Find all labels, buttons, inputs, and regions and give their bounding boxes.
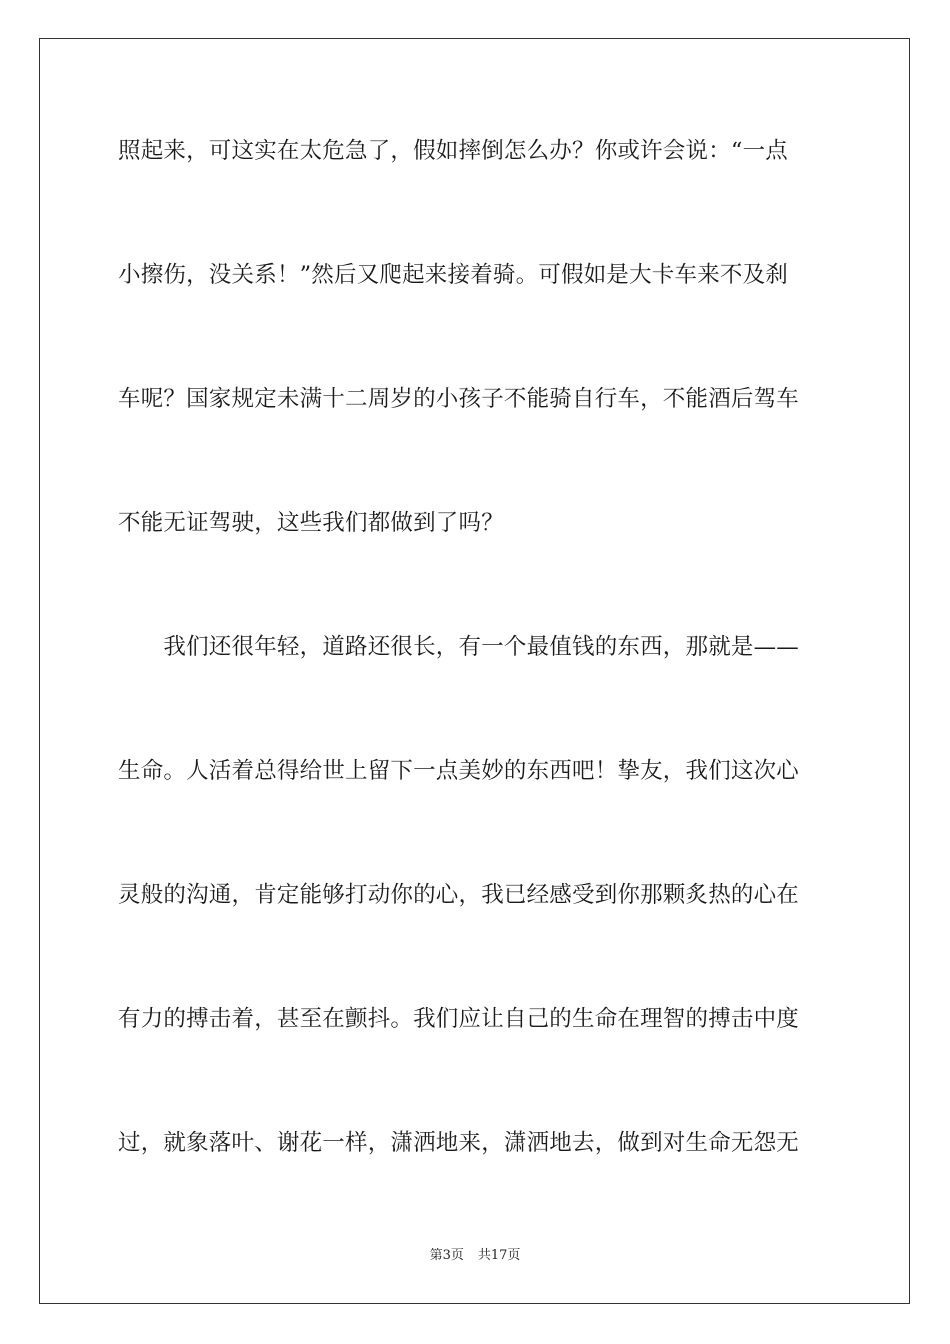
text-line: 小擦伤，没关系！”然后又爬起来接着骑。可假如是大卡车来不及刹 (118, 262, 789, 288)
text-line: 照起来，可这实在太危急了，假如摔倒怎么办？你或许会说：“一点 (118, 138, 789, 164)
text-line: 不能无证驾驶，这些我们都做到了吗？ (118, 510, 504, 536)
page-footer (0, 1247, 950, 1265)
text-line: 生命。人活着总得给世上留下一点美妙的东西吧！挚友，我们这次心 (118, 758, 800, 784)
text-line: 车呢？国家规定未满十二周岁的小孩子不能骑自行车，不能酒后驾车 (118, 386, 800, 412)
page-total: 共17页 (477, 1248, 521, 1263)
text-line: 我们还很年轻，道路还很长，有一个最值钱的东西，那就是—— (118, 634, 800, 660)
page-border (39, 38, 910, 1304)
page-number: 第3页 (429, 1248, 464, 1263)
text-line: 灵般的沟通，肯定能够打动你的心，我已经感受到你那颗炙热的心在 (118, 882, 800, 908)
text-line: 过，就象落叶、谢花一样，潇洒地来，潇洒地去，做到对生命无怨无 (118, 1130, 800, 1156)
text-line: 有力的搏击着，甚至在颤抖。我们应让自己的生命在理智的搏击中度 (118, 1006, 800, 1032)
